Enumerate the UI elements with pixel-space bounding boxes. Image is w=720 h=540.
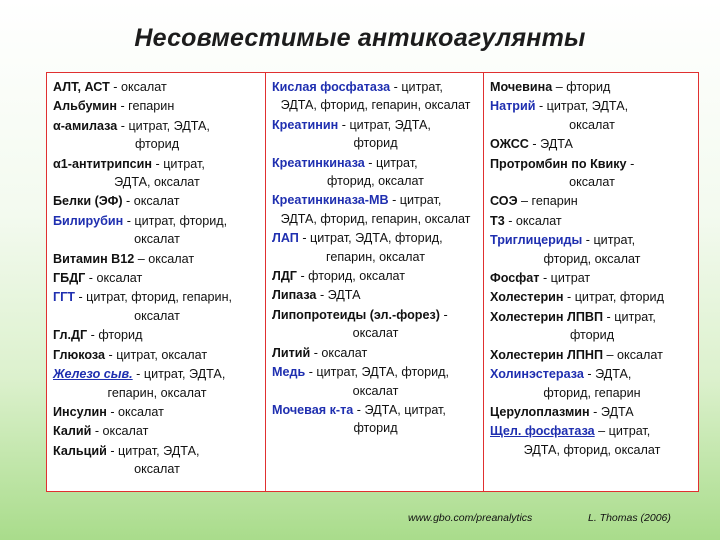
analyte-name: Липопротеиды (эл.-форез) <box>272 307 440 322</box>
analyte-entry <box>53 365 261 402</box>
analyte-entry <box>53 212 261 249</box>
anticoagulant-list-continued: фторид <box>569 328 615 343</box>
source-author: L. Thomas (2006) <box>588 512 671 524</box>
anticoagulant-list: - цитрат, фторид, гепарин, <box>74 290 233 305</box>
anticoagulant-list: - цитрат, фторид, <box>123 213 228 228</box>
anticoagulant-list: - цитрат, <box>582 233 636 248</box>
analyte-name: Билирубин <box>53 213 124 228</box>
analyte-name: Щел. фосфатаза <box>490 424 595 439</box>
analyte-entry <box>53 97 261 115</box>
analyte-entry <box>490 97 694 134</box>
analyte-name: α-амилаза <box>53 118 118 133</box>
analyte-entry <box>272 191 479 228</box>
analyte-name: Холестерин ЛПВП <box>490 309 604 324</box>
analyte-name: Гл.ДГ <box>53 328 88 343</box>
analyte-name: Креатинкиназа <box>272 155 365 170</box>
analyte-entry <box>272 344 479 362</box>
analyte-entry <box>53 117 261 154</box>
anticoagulant-list: - цитрат, ЭДТА, <box>338 117 431 132</box>
page-title: Несовместимые антикоагулянты <box>134 24 586 52</box>
anticoagulant-list: - <box>439 307 448 322</box>
anticoagulant-list: - ЭДТА <box>316 288 361 303</box>
analyte-entry <box>53 78 261 96</box>
analyte-name: Кальций <box>53 443 107 458</box>
anticoagulant-list-continued: оксалат <box>352 326 399 341</box>
anticoagulant-list: - цитрат, <box>603 309 656 324</box>
analyte-name: Т3 <box>490 213 505 228</box>
analyte-name: ГГТ <box>53 290 75 305</box>
anticoagulant-list: - цитрат, ЭДТА, <box>106 443 200 458</box>
analyte-name: Медь <box>272 365 306 380</box>
analyte-entry <box>53 269 261 287</box>
anticoagulant-list-continued: оксалат <box>569 175 615 190</box>
analyte-name: Холестерин <box>490 290 564 305</box>
analyte-name: Церулоплазмин <box>490 404 590 419</box>
analyte-name: Глюкоза <box>53 347 106 362</box>
anticoagulant-list-continued: оксалат <box>134 462 180 477</box>
anticoagulant-list-continued: фторид, гепарин <box>543 385 641 400</box>
anticoagulant-list: - оксалат <box>504 213 562 228</box>
analyte-name: Протромбин по Квику <box>490 156 627 171</box>
anticoagulant-list: – оксалат <box>134 251 195 266</box>
anticoagulant-list: - оксалат <box>85 271 143 286</box>
analyte-entry <box>490 231 694 268</box>
analyte-name: Липаза <box>272 288 317 303</box>
anticoagulant-list: - цитрат, <box>388 193 442 208</box>
analyte-entry <box>53 326 261 344</box>
analyte-name: Инсулин <box>53 404 107 419</box>
analyte-name: Кислая фосфатаза <box>272 80 391 94</box>
analyte-name: Холестерин ЛПНП <box>490 347 604 362</box>
anticoagulant-list: - цитрат, ЭДТА, фторид, <box>305 365 449 380</box>
anticoagulant-list: - ЭДТА <box>528 137 573 152</box>
analyte-entry <box>490 403 694 421</box>
analyte-entry <box>490 422 694 459</box>
anticoagulant-list-continued: фторид, оксалат <box>327 174 424 189</box>
analyte-name: α1-антитрипсин <box>53 156 153 171</box>
analyte-entry <box>53 288 261 325</box>
analyte-entry <box>53 346 261 364</box>
anticoagulant-list-continued: оксалат <box>134 308 180 323</box>
anticoagulant-list: – фторид <box>552 80 611 94</box>
anticoagulant-list-continued: оксалат <box>352 383 399 398</box>
anticoagulant-list-continued: ЭДТА, фторид, гепарин, оксалат <box>280 211 471 226</box>
anticoagulant-list-continued: гепарин, оксалат <box>326 249 425 264</box>
analyte-name: Мочевая к-та <box>272 402 354 417</box>
anticoagulant-list: - ЭДТА, <box>583 367 632 382</box>
anticoagulant-list: - цитрат, фторид <box>563 290 664 305</box>
analyte-name: Триглицериды <box>490 233 583 248</box>
anticoagulant-list: - ЭДТА, цитрат, <box>353 402 446 417</box>
anticoagulant-list-continued: оксалат <box>134 232 180 247</box>
anticoagulant-table <box>46 72 699 492</box>
anticoagulant-list-continued: фторид <box>353 421 398 436</box>
anticoagulant-list-continued: фторид <box>134 137 180 152</box>
analyte-name: Мочевина <box>490 80 553 94</box>
analyte-entry <box>272 401 479 438</box>
anticoagulant-list: - цитрат, <box>390 80 443 94</box>
analyte-name: Железо сыв. <box>53 367 133 382</box>
anticoagulant-list-continued: фторид, оксалат <box>543 251 641 266</box>
anticoagulant-list-continued: ЭДТА, фторид, гепарин, оксалат <box>280 98 471 113</box>
analyte-entry <box>490 78 694 96</box>
analyte-name: Литий <box>272 345 311 360</box>
anticoagulant-list: - оксалат <box>91 424 149 439</box>
analyte-entry <box>490 269 694 287</box>
analyte-entry <box>490 308 694 345</box>
anticoagulant-list: - фторид <box>87 328 143 343</box>
anticoagulant-list: - цитрат, ЭДТА, <box>117 118 210 133</box>
analyte-name: Витамин B12 <box>53 251 135 266</box>
analyte-entry <box>53 155 261 192</box>
analyte-name: Белки (ЭФ) <box>53 194 123 209</box>
analyte-entry <box>272 229 479 266</box>
analyte-entry <box>53 250 261 268</box>
anticoagulant-list: – цитрат, <box>594 424 651 439</box>
analyte-name: АЛТ, АСТ <box>53 80 110 94</box>
anticoagulant-list: - ЭДТА <box>589 404 634 419</box>
analyte-entry <box>53 192 261 210</box>
analyte-name: Холинэстераза <box>490 367 584 382</box>
analyte-name: Альбумин <box>53 99 117 114</box>
anticoagulant-list: - цитрат, ЭДТА, фторид, <box>298 231 443 246</box>
source-url: www.gbo.com/preanalytics <box>408 512 533 524</box>
anticoagulant-list-continued: ЭДТА, фторид, оксалат <box>523 442 661 457</box>
anticoagulant-list: - оксалат <box>109 80 167 94</box>
analyte-name: Креатинкиназа-MB <box>272 193 389 208</box>
analyte-entry <box>53 422 261 440</box>
anticoagulant-list: - фторид, оксалат <box>296 269 406 284</box>
anticoagulant-list-continued: ЭДТА, оксалат <box>114 175 200 190</box>
analyte-name: СОЭ <box>490 194 518 209</box>
anticoagulant-list: - цитрат <box>539 271 591 286</box>
anticoagulant-list: - цитрат, ЭДТА, <box>535 99 629 114</box>
anticoagulant-list-continued: оксалат <box>569 117 615 132</box>
column-3 <box>484 73 698 491</box>
analyte-entry <box>272 363 479 400</box>
analyte-entry <box>272 267 479 285</box>
anticoagulant-list: - гепарин <box>116 99 175 114</box>
anticoagulant-list: - цитрат, <box>364 155 418 170</box>
analyte-entry <box>490 155 694 192</box>
anticoagulant-list: - оксалат <box>122 194 180 209</box>
column-2 <box>266 73 484 491</box>
analyte-name: Калий <box>53 424 92 439</box>
analyte-name: Креатинин <box>272 117 339 132</box>
anticoagulant-list: - оксалат <box>310 345 368 360</box>
anticoagulant-list: - <box>626 156 635 171</box>
anticoagulant-list: - цитрат, <box>152 156 205 171</box>
anticoagulant-list: - оксалат <box>106 404 164 419</box>
analyte-entry <box>490 212 694 230</box>
analyte-entry <box>53 442 261 479</box>
column-1 <box>47 73 266 491</box>
analyte-entry <box>490 135 694 153</box>
analyte-name: ГБДГ <box>53 271 86 286</box>
analyte-name: ОЖСС <box>490 137 529 152</box>
analyte-entry <box>272 154 479 191</box>
anticoagulant-list: – оксалат <box>603 347 663 362</box>
analyte-entry <box>272 286 479 304</box>
analyte-entry <box>490 192 694 210</box>
analyte-entry <box>272 306 479 343</box>
anticoagulant-list: - цитрат, оксалат <box>105 347 208 362</box>
analyte-name: Натрий <box>490 99 536 114</box>
analyte-entry <box>272 78 479 115</box>
anticoagulant-list-continued: гепарин, оксалат <box>107 385 207 400</box>
analyte-entry <box>272 116 479 153</box>
anticoagulant-list-continued: фторид <box>353 136 398 151</box>
anticoagulant-list: - цитрат, ЭДТА, <box>132 367 226 382</box>
anticoagulant-list: – гепарин <box>517 194 578 209</box>
analyte-entry <box>490 288 694 306</box>
analyte-name: Фосфат <box>490 271 540 286</box>
analyte-entry <box>53 403 261 421</box>
analyte-entry <box>490 346 694 364</box>
analyte-entry <box>490 365 694 402</box>
analyte-name: ЛАП <box>272 231 299 246</box>
analyte-name: ЛДГ <box>272 269 297 284</box>
